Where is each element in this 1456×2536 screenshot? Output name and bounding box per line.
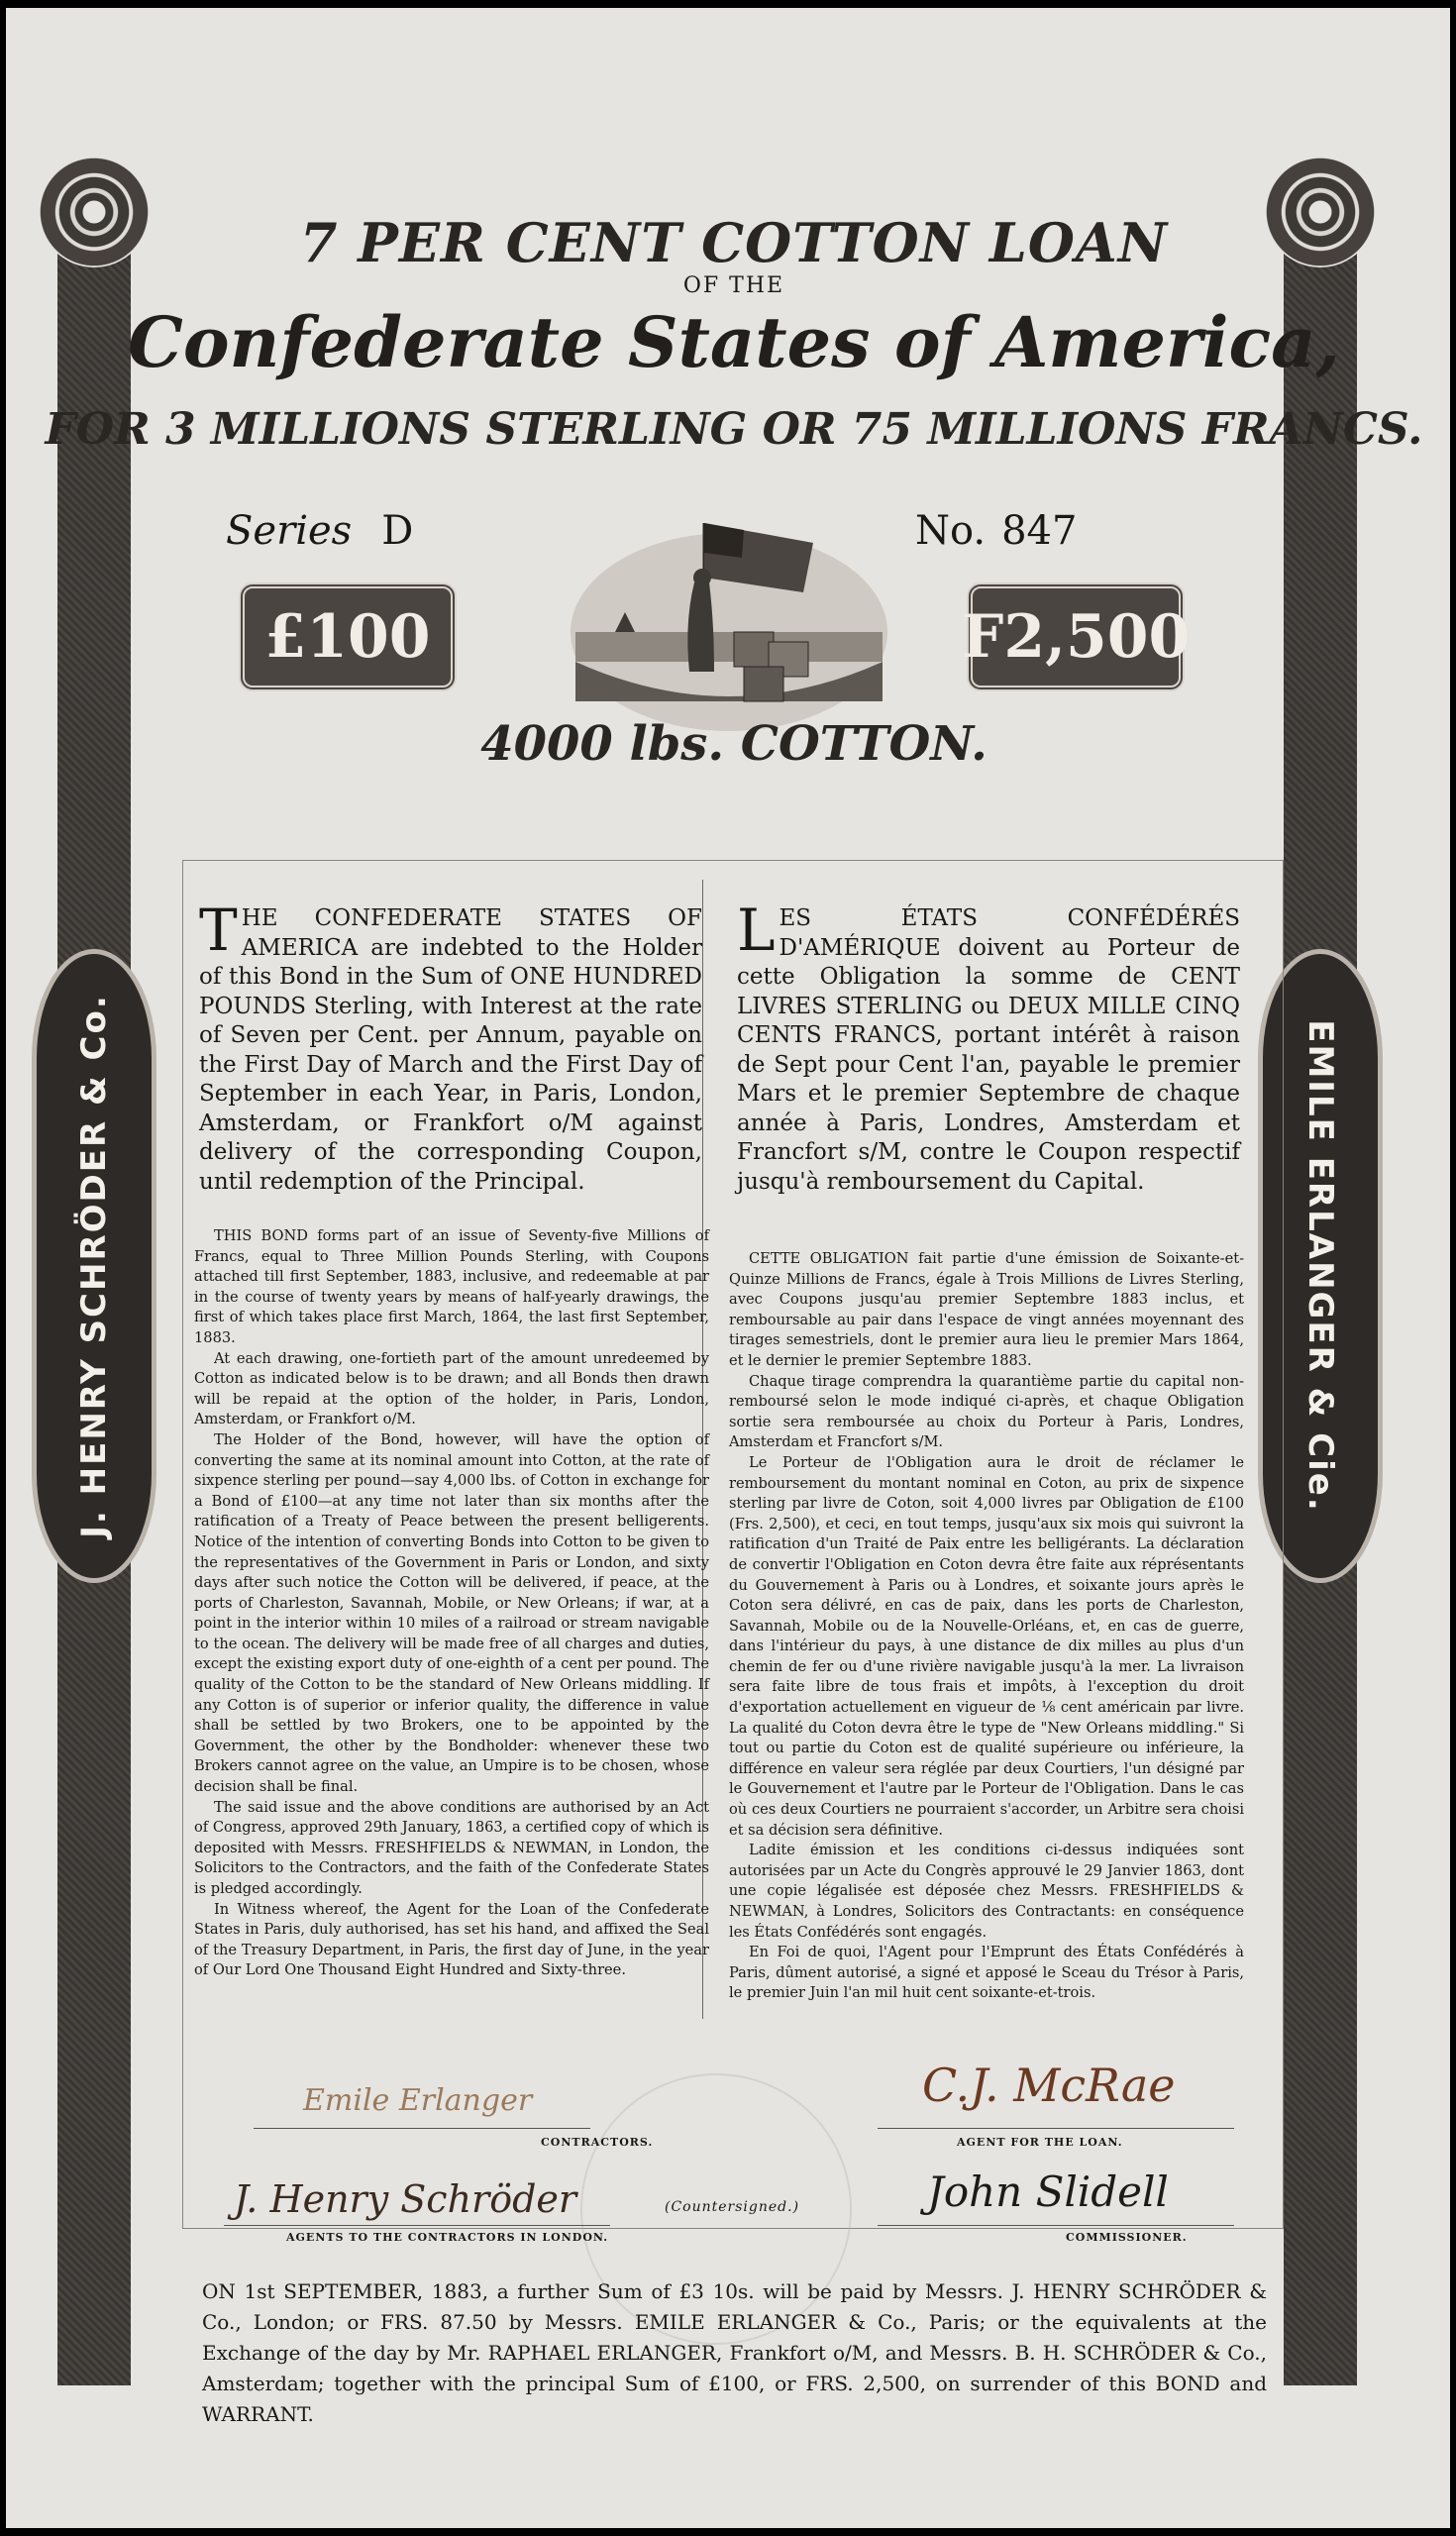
right-border-band — [1284, 196, 1357, 2385]
issuer-name: Confederate States of America, — [128, 301, 1340, 383]
erlanger-vertical-name: EMILE ERLANGER & Cie. — [1300, 1019, 1340, 1513]
of-the-text: OF THE — [682, 273, 785, 298]
loan-title: 7 PER CENT COTTON LOAN — [299, 211, 1169, 274]
left-border-band — [57, 196, 131, 2385]
london-agents-signature-line — [224, 2225, 610, 2226]
french-paragraph: Le Porteur de l'Obligation aura le droit de réclamer le remboursement du montant nominal en Coton, au prix de sixpence sterling par livre de Coton, soit 4,000 livres par Obligation de £100 (Frs. 2,500), et ceci, en tout temps, jusqu'aux six mois qui suivront la ratification d'un Traité de Paix entre les belligérants. La déclaration de convertir l'Obligation en Coton devra être faite aux réprésentants du Gouvernement à Paris ou à Londres, et soixante jours après le Coton sera délivré, en cas de paix, dans les ports de Charleston, Savannah, Mobile ou de la Nouvelle-Orléans, et, en cas de guerre, dans l'intérieur du pays, à une distance de dix milles au plus d'un chemin de fer ou d'une rivière navigable jusqu'à la mer. La livraison sera faite libre de tous frais et impôts, à l'exception du droit d'exportation actuellement en vigueur de ⅛ cent américain par livre. La qualité du Coton devra être le type de "New Orleans middling." Si tout ou partie du Coton est de qualité supérieure ou inférieure, la différence en valeur sera réglée par deux Courtiers, l'un désigné par le Gouvernement et l'autre par le Porteur de l'Obligation. Dans le cas où ces deux Courtiers ne pourraient s'accorder, un Arbitre sera choisi et sa décision sera définitive. — [729, 1453, 1244, 1839]
bond-paper — [6, 8, 1450, 2528]
number-label: No. — [915, 508, 987, 554]
french-paragraph: Chaque tirage comprendra la quarantième partie du capital non-remboursé selon le mode indiqué ci-après, et chaque Obligation sortie sera remboursée au choix du Porteur à Paris, Londres, Amsterdam et Francfort s/M. — [729, 1372, 1244, 1451]
french-lead-text: ES ÉTATS CONFÉDÉRÉS D'AMÉRIQUE doivent au Porteur de cette Obligation la somme de CENT LIVRES STERLING ou DEUX MILLE CINQ CENTS FRANCS, portant intérêt à raison de Sept pour Cent l'an, payable le premier Mars et le premier Septembre de chaque année à Paris, Londres, Amsterdam et Francfort s/M, contre le Coupon respectif jusqu'à remboursement du Capital. — [737, 905, 1240, 1195]
number-value: 847 — [1001, 508, 1078, 554]
english-paragraph: THIS BOND forms part of an issue of Seventy-five Millions of Francs, equal to Three Million Pounds Sterling, with Coupons attached till first September, 1883, inclusive, and redeemable at par in the course of twenty years by means of half-yearly drawings, the first of which takes place first March, 1864, the last first September, 1883. — [194, 1227, 709, 1346]
english-paragraph: In Witness whereof, the Agent for the Loan of the Confederate States in Paris, duly authorised, has set his hand, and affixed the Seal of the Treasury Department, in Paris, the first day of June, in the year of Our Lord One Thousand Eight Hundred and Sixty-three. — [194, 1900, 709, 1979]
contractors-label: CONTRACTORS. — [541, 2136, 654, 2149]
french-terms — [729, 1249, 1244, 2004]
number-field — [915, 508, 1077, 554]
commissioner-signature: John Slidell — [927, 2167, 1169, 2216]
french-paragraph: Ladite émission et les conditions ci-dessus indiquées sont autorisées par un Acte du Congrès approuvé le 29 Janvier 1863, dont une copie légalisée est déposée chez Messrs. FRESHFIELDS & NEWMAN, à Londres, Solicitors des Contractants: en conséquence les États Confédérés sont engagés. — [729, 1842, 1244, 1941]
english-paragraph: At each drawing, one-fortieth part of the amount unredeemed by Cotton as indicated below is to be drawn; and all Bonds then drawn will be repaid at the option of the holder, in Paris, London, Amsterdam, or Frankfort o/M. — [194, 1349, 709, 1428]
series-value: D — [381, 508, 414, 554]
commissioner-signature-line — [878, 2225, 1234, 2226]
agent-signature: C.J. McRae — [922, 2059, 1176, 2112]
french-paragraph: CETTE OBLIGATION fait partie d'une émission de Soixante-et-Quinze Millions de Francs, égale à Trois Millions de Livres Sterling, avec Coupons jusqu'au premier Septembre 1883 inclus, et remboursable au pair dans l'espace de vingt années moyennant des tirages semestriels, dont le premier aura lieu le premier Mars 1864, et le dernier le premier Septembre 1883. — [729, 1250, 1244, 1369]
denomination-sterling: £100 — [239, 582, 457, 691]
series-label: Series — [226, 508, 353, 554]
english-paragraph: The said issue and the above conditions are authorised by an Act of Congress, approved 29th January, 1863, a certified copy of which is deposited with Messrs. FRESHFIELDS & NEWMAN, in London, the Solicitors to the Contractors, and the faith of the Confederate States is pledged accordingly. — [194, 1798, 709, 1897]
denomination-francs: F2,500 — [967, 582, 1185, 691]
english-terms — [194, 1226, 709, 1981]
french-lead-paragraph — [737, 897, 1240, 1197]
english-drop-cap: T — [199, 897, 238, 964]
commissioner-label: COMMISSIONER. — [1066, 2231, 1188, 2244]
allegorical-vignette — [556, 483, 902, 741]
contractors-signature: Emile Erlanger — [303, 2083, 533, 2118]
loan-amount-heading: FOR 3 MILLIONS STERLING OR 75 MILLIONS FRANCS. — [45, 404, 1423, 455]
contractors-signature-line — [254, 2128, 590, 2129]
final-payment-warrant: ON 1st SEPTEMBER, 1883, a further Sum of £3 10s. will be paid by Messrs. J. HENRY SCHRÖDER & Co., London; or FRS. 87.50 by Messrs. EMILE ERLANGER & Co., Paris; or the equivalents at the Exchange of the day by Mr. RAPHAEL ERLANGER, Frankfort o/M, and Messrs. B. H. SCHRÖDER & Co., Amsterdam; together with the principal Sum of £100, or FRS. 2,500, on surrender of this BOND and WARRANT. — [202, 2279, 1267, 2426]
left-oval-cartouche — [32, 949, 156, 1583]
english-lead-paragraph — [199, 897, 702, 1197]
cotton-weight: 4000 lbs. COTTON. — [480, 716, 988, 772]
english-lead-text: HE CONFEDERATE STATES OF AMERICA are indebted to the Holder of this Bond in the Sum of ONE HUNDRED POUNDS Sterling, with Interest at the rate of Seven per Cent. per Annum, payable on the First Day of March and the First Day of September in each Year, in Paris, London, Amsterdam, or Frankfort o/M against delivery of the corresponding Coupon, until redemption of the Principal. — [199, 905, 702, 1195]
london-agents-signature: J. Henry Schröder — [234, 2177, 577, 2221]
agent-label: AGENT FOR THE LOAN. — [957, 2136, 1123, 2149]
agent-signature-line — [878, 2128, 1234, 2129]
french-paragraph: En Foi de quoi, l'Agent pour l'Emprunt des États Confédérés à Paris, dûment autorisé, a signé et apposé le Sceau du Trésor à Paris, le premier Juin l'an mil huit cent soixante-et-trois. — [729, 1944, 1244, 2002]
english-paragraph: The Holder of the Bond, however, will have the option of converting the same at its nominal amount into Cotton, at the rate of sixpence sterling per pound—say 4,000 lbs. of Cotton in exchange for a Bond of £100—at any time not later than six months after the ratification of a Treaty of Peace between the present belligerents. Notice of the intention of converting Bonds into Cotton to be given to the representatives of the Government in Paris or London, and sixty days after such notice the Cotton will be delivered, if peace, at the ports of Charleston, Savannah, Mobile, or New Orleans; if war, at a point in the interior within 10 miles of a railroad or stream navigable to the ocean. The delivery will be made free of all charges and duties, except the existing export duty of one-eighth of a cent per pound. The quality of the Cotton to be the standard of New Orleans middling. If any Cotton is of superior or inferior quality, the difference in value shall be settled by two Brokers, one to be appointed by the Government, the other by the Bondholder: whenever these two Brokers cannot agree on the value, an Umpire is to be chosen, whose decision shall be final. — [194, 1430, 709, 1796]
french-drop-cap: L — [737, 897, 776, 964]
series-field — [226, 508, 413, 554]
schroder-vertical-name: J. HENRY SCHRÖDER & Co. — [74, 994, 114, 1538]
london-agents-label: AGENTS TO THE CONTRACTORS IN LONDON. — [286, 2231, 609, 2244]
countersigned-label: (Countersigned.) — [665, 2199, 800, 2215]
